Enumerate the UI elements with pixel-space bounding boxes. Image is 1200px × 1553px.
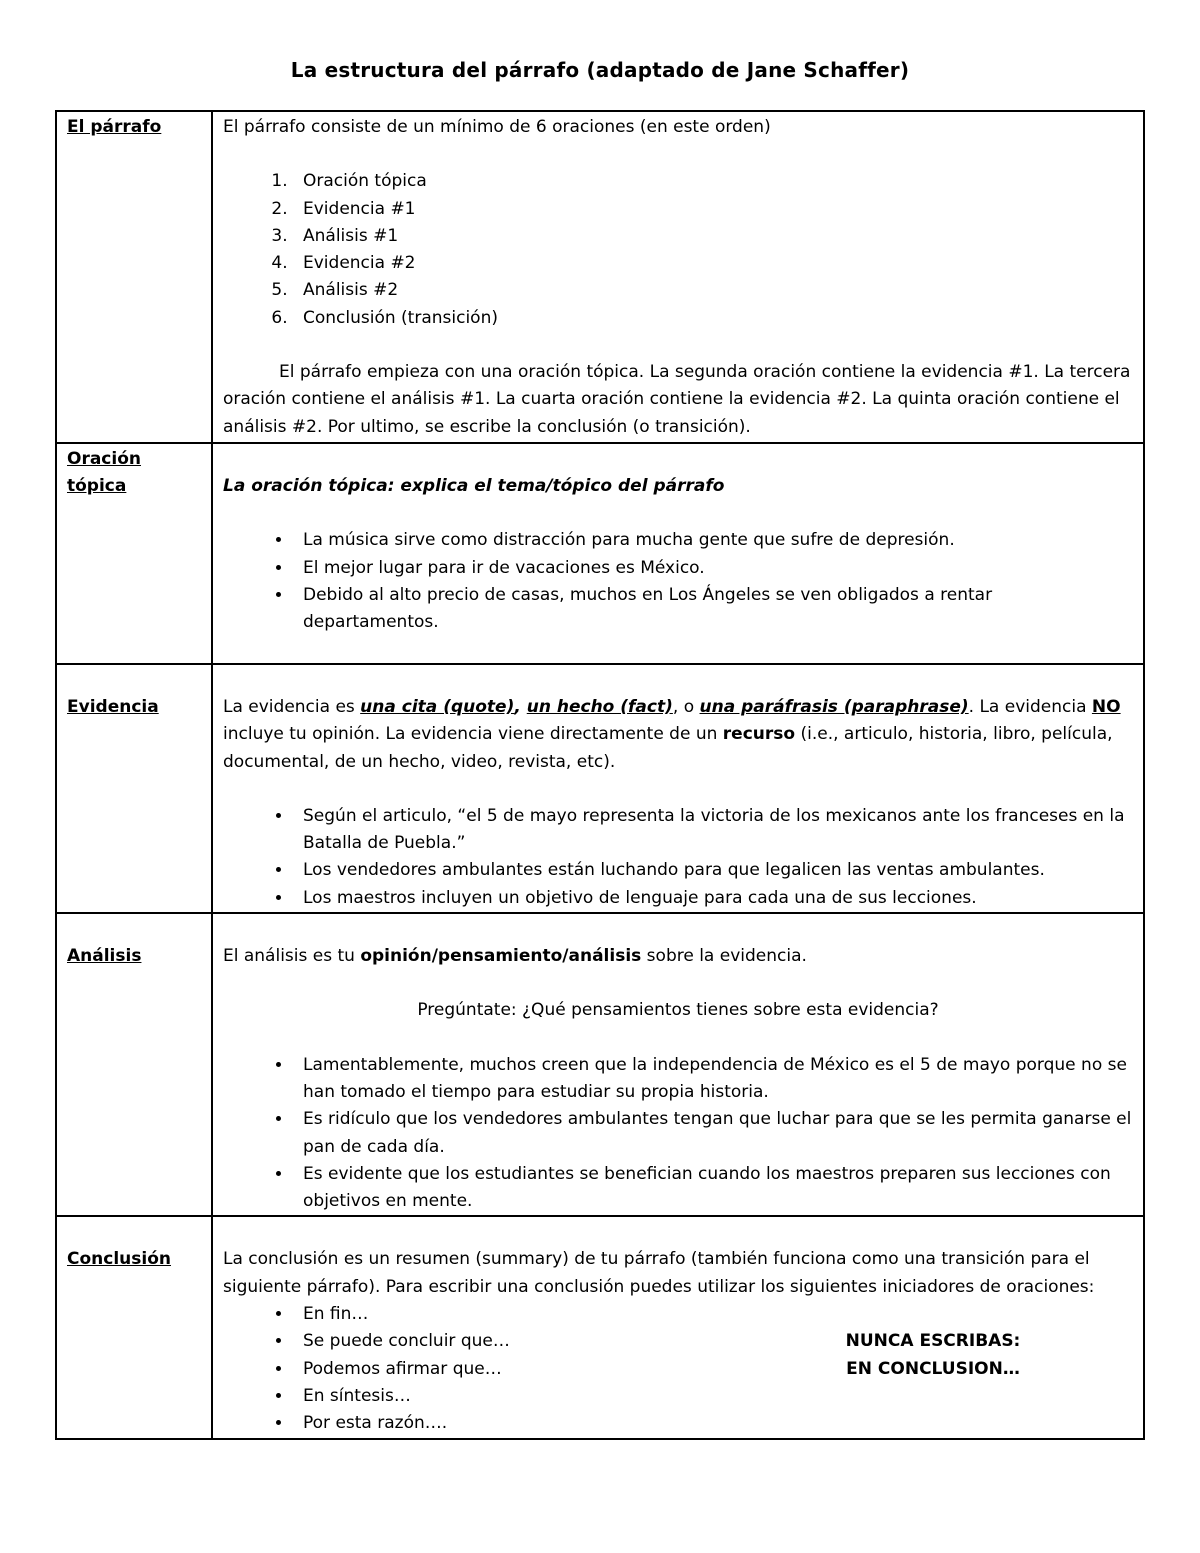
analisis-question: Pregúntate: ¿Qué pensamientos tienes sobre esta evidencia? <box>417 1000 939 1021</box>
evidencia-paraphrase-term: una paráfrasis (paraphrase) <box>699 697 969 717</box>
list-item: • En fin… <box>293 1301 1133 1328</box>
evidencia-def-text: La evidencia es <box>223 697 361 717</box>
table-row <box>56 111 1144 443</box>
warning-line: EN CONCLUSION… <box>846 1358 1020 1379</box>
list-item: • Es ridículo que los vendedores ambulantes tengan que luchar para que se les permita ganarse el pan de cada día. <box>293 1106 1133 1161</box>
list-item: • La música sirve como distracción para mucha gente que sufre de depresión. <box>293 527 1133 554</box>
evidencia-no-emphasis: NO <box>1091 697 1121 717</box>
analisis-label-text: Análisis <box>67 946 142 967</box>
evidencia-def-sep: , o <box>672 697 700 717</box>
never-write-warning <box>833 1328 1033 1383</box>
row-content-parrafo <box>212 111 1144 443</box>
list-item: 1. Oración tópica <box>293 168 1133 195</box>
table-row <box>56 664 1144 913</box>
list-item: • En síntesis… <box>293 1383 1133 1410</box>
evidencia-label-text: Evidencia <box>67 697 159 717</box>
warning-line: NUNCA ESCRIBAS: <box>845 1331 1021 1352</box>
parrafo-intro: El párrafo consiste de un mínimo de 6 oraciones (en este orden) <box>223 117 771 137</box>
list-item: • Los maestros incluyen un objetivo de lenguaje para cada una de sus lecciones. <box>293 885 1133 912</box>
list-item: 6. Conclusión (transición) <box>293 305 1133 332</box>
evidencia-def-text: (i.e., articulo, historia, libro, película, documental, de un hecho, video, revista, etc). <box>223 724 1113 772</box>
evidencia-def-text: . La evidencia <box>968 697 1092 717</box>
conclusion-label-text: Conclusión <box>67 1249 171 1270</box>
table-row <box>56 1216 1144 1438</box>
sentence-order-list <box>223 168 1133 332</box>
analisis-examples <box>223 1052 1133 1216</box>
row-content-evidencia <box>212 664 1144 913</box>
analisis-bold-term: opinión/pensamiento/análisis <box>360 946 642 967</box>
row-label-analisis <box>56 913 212 1216</box>
row-content-analisis <box>212 913 1144 1216</box>
list-item: 2. Evidencia #1 <box>293 196 1133 223</box>
list-item: • Por esta razón…. <box>293 1410 1133 1437</box>
evidencia-fact-term: un hecho (fact) <box>526 697 673 717</box>
list-item: • Debido al alto precio de casas, muchos en Los Ángeles se ven obligados a rentar departamentos. <box>293 582 1133 637</box>
analisis-def-text: sobre la evidencia. <box>641 946 807 967</box>
list-item: 3. Análisis #1 <box>293 223 1133 250</box>
parrafo-summary: El párrafo empieza con una oración tópica. La segunda oración contiene la evidencia #1. La tercera oración contiene el análisis #1. La cuarta oración contiene la evidencia #2. La quinta oración contiene el análisis #2. Por ultimo, se escribe la conclusión (o transición). <box>223 362 1131 437</box>
page-title: La estructura del párrafo (adaptado de Jane Schaffer) <box>290 58 910 82</box>
row-label-conclusion <box>56 1216 212 1438</box>
row-label-topica: Oración tópica <box>56 443 212 664</box>
list-item: • Es evidente que los estudiantes se benefician cuando los maestros preparen sus lecciones con objetivos en mente. <box>293 1161 1133 1216</box>
evidencia-def-sep: , <box>514 697 527 717</box>
topica-heading: La oración tópica: explica el tema/tópico del párrafo <box>223 476 725 496</box>
row-label-parrafo: El párrafo <box>56 111 212 443</box>
list-item: • Según el articulo, “el 5 de mayo representa la victoria de los mexicanos ante los franceses en la Batalla de Puebla.” <box>293 803 1133 858</box>
list-item: 4. Evidencia #2 <box>293 250 1133 277</box>
paragraph-structure-table <box>55 110 1145 1440</box>
table-row <box>56 443 1144 664</box>
list-item: • Podemos afirmar que… <box>293 1356 1133 1383</box>
evidencia-definition <box>223 694 1133 776</box>
analisis-definition <box>223 943 1133 970</box>
evidencia-examples <box>223 803 1133 912</box>
topica-examples <box>223 527 1133 636</box>
list-item: 5. Análisis #2 <box>293 277 1133 304</box>
list-item: • Los vendedores ambulantes están luchando para que legalicen las ventas ambulantes. <box>293 857 1133 884</box>
analisis-def-text: El análisis es tu <box>223 946 361 967</box>
row-content-conclusion <box>212 1216 1144 1438</box>
row-label-evidencia <box>56 664 212 913</box>
table-row <box>56 913 1144 1216</box>
evidencia-recurso-term: recurso <box>722 724 796 745</box>
list-item: • Lamentablemente, muchos creen que la independencia de México es el 5 de mayo porque no se han tomado el tiempo para estudiar su propia historia. <box>293 1052 1133 1107</box>
list-item: • Se puede concluir que… <box>293 1328 1133 1355</box>
evidencia-def-text: incluye tu opinión. La evidencia viene directamente de un <box>223 724 723 745</box>
list-item: • El mejor lugar para ir de vacaciones es México. <box>293 555 1133 582</box>
conclusion-intro: La conclusión es un resumen (summary) de tu párrafo (también funciona como una transición para el siguiente párrafo). Para escribir una conclusión puedes utilizar los siguientes iniciadores de oraciones: <box>223 1249 1095 1297</box>
evidencia-quote-term: una cita (quote) <box>360 697 515 717</box>
row-content-topica <box>212 443 1144 664</box>
